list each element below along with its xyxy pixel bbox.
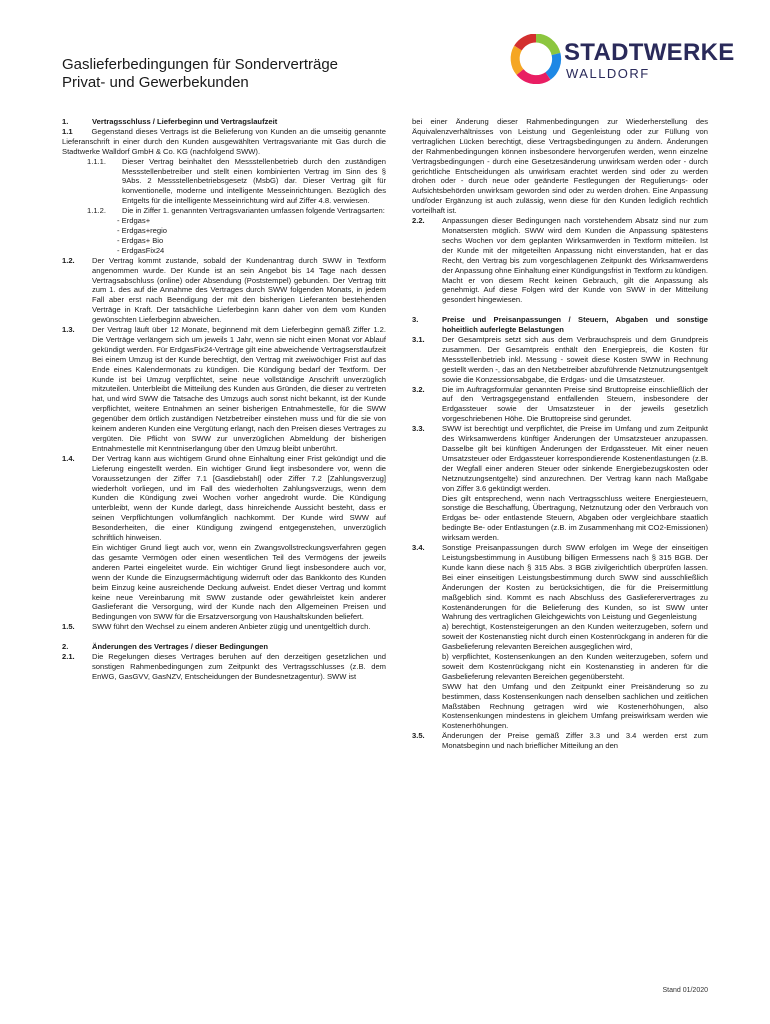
section-1-heading: 1. Vertragsschluss / Lieferbeginn und Vertragslaufzeit <box>62 117 278 126</box>
list-item: - ErdgasFix24 <box>117 245 165 255</box>
clause-1-1: 1.1 Gegenstand dieses Vertrags ist die Belieferung von Kunden an die umseitig genannte Lieferanschrift in einer durch den Kunden ausgewählten Vertragsvariante mit Gas durch die Stadtwerke Walldorf GmbH & Co. KG (nachfolgend SWW). <box>62 126 386 156</box>
company-logo <box>510 34 735 84</box>
clause-3-2: 3.2. Die im Auftragsformular genannten Preise sind Bruttopreise einschließlich der auf den Vertragsgegenstand entfallenden Steuern, insbesondere der Erdgassteuer sowie der Umsatzsteuer in der jeweils gesetzlich vorgeschriebenen Höhe. Die Bruttopreise sind gerundet. <box>412 384 708 424</box>
clause-2-1: 2.1. Die Regelungen dieses Vertrages beruhen auf den derzeitigen gesetzlichen und sonstigen Rahmenbedingungen zum Zeitpunkt des Vertragsschlusses (z.B. dem EnWG, GasGVV, GasNZV, Entscheidungen der Bundesnetzagentur). SWW ist <box>62 652 386 681</box>
clause-3-5: 3.5. Änderungen der Preise gemäß Ziffer 3.3 und 3.4 werden erst zum Monatsbeginn und nach brieflicher Mitteilung an den <box>412 731 708 751</box>
clause-1-1-2: 1.1.2. Die in Ziffer 1. genannten Vertragsvarianten umfassen folgende Vertragsarten: <box>87 206 385 216</box>
clause-1-3: 1.3. Der Vertrag läuft über 12 Monate, beginnend mit dem Lieferbeginn gemäß Ziffer 1.2. Die Verträge verlängern sich um jeweils 1 Jahr, wenn sie nicht einen Monat vor Ablauf gekündigt werden. Für ErdgasFix24-Verträge gilt eine abweichende Vertragserstlaufzeit Bei einem Umzug ist der Kunde berechtigt, den Vertrag mit zweiwöchiger Frist auf das Ende eines Kalendermonats zu kündigen. Die Kündigung bedarf der Textform. Der Kunde ist bei Umzug verpflichtet, seine neue vollständige Anschrift unverzüglich mitzuteilen. Unterbleibt die Mitteilung des Kunden aus Gründen, die dieser zu vertreten hat, und wird SWW die Tatsache des Umzugs auch sonst nicht bekannt, ist der Kunde verpflichtet, weitere Entnahmen an seiner bisherigen Entnahmestelle, für die SWW gegenüber dem örtlich zuständigen Netzbetreiber einstehen muss und für die sie von keinem anderen Kunden eine Vergütung erlangt, nach den Preisen dieses Vertrages zu vergüten. Die Pflicht von SWW zur unverzüglichen Abmeldung der bisherigen Entnahmestelle mit Kenntniserlangung über den Umzug bleibt unberührt. <box>62 325 386 453</box>
page-title <box>62 56 338 92</box>
clause-1-1-1: 1.1.1. Dieser Vertrag beinhaltet den Messstellenbetrieb durch den zuständigen Messstellenbetreiber und stellt einen kombinierten Vertrag im Sinn des § 9Abs. 2 Messstellenbetriebsgesetz (MsbG) dar. Dieser Vertrag gilt für konventionelle, moderne und intelligente Messeinrichtungen. Bezüglich des Entgelts für die intelligente Messeinrichtung wird auf Ziffer 4.8. verwiesen. <box>87 156 386 206</box>
variant-list <box>62 216 386 256</box>
title-line-2: Privat- und Gewerbekunden <box>62 74 249 91</box>
clause-2-1-continued: bei einer Änderung dieser Rahmenbedingungen zur Wiederherstellung des Äquivalenzverhältnisses von Leistung und Gegenleistung oder zur Füllung von vertraglichen Lücken berechtigt, diese Vertragsbedingungen zu ändern. Änderungen der Rahmenbedingungen können insbesondere hervorgerufen werden, wenn einzelne Vertragsbedingungen - durch eine Gesetzesänderung unwirksam werden oder - durch gerichtliche Entscheidungen als unwirksam erachtet werden sind oder zu werden drohen oder - durch neue oder geänderte Festlegungen der Regulierungs- oder Aufsichtsbehörden unwirksam geworden sind oder zu werden drohen. Eine Anpassung und/oder Ergänzung ist auch zulässig, wenn diese für den Kunden lediglich rechtlich vorteilhaft ist. <box>412 117 708 216</box>
list-item: - Erdgas+ Bio <box>117 235 164 245</box>
right-column <box>412 117 708 751</box>
logo-ring-icon <box>510 34 562 84</box>
logo-subname: WALLDORF <box>566 66 650 81</box>
clause-3-4: 3.4. Sonstige Preisanpassungen durch SWW erfolgen im Wege der einseitigen Leistungsbestimmung in Ausübung billigen Ermessens nach § 315 BGB. Der Kunde kann diese nach § 315 Abs. 3 BGB zivilgerichtlich überprüfen lassen. Bei einer einseitigen Leistungsbestimmung durch SWW sind ausschließlich Änderungen der Kosten zu berücksichtigen, die für die Preisermittlung maßgeblich sind. Kommt es nach Abschluss des Gaslieferervertrages zu Kostenänderungen für die Belieferung des Kunden, so ist SWW unter Wahrung des vertraglichen Gleichgewichts von Leistung und Gegenleistung a) berechtigt, Kostensteigerungen an den Kunden weiterzugeben, sofern und soweit der Kostenanstieg nicht durch einen Kostenrückgang in anderen für die Gasbelieferung relevanten Bereichen ausgeglichen wird, b) verpflichtet, Kostensenkungen an den Kunden weiterzugeben, sofern und soweit dem Kostenrückgang nicht ein Kostenanstieg in anderen für die Gasbelieferung relevanten Bereichen gegenübersteht. SWW hat den Umfang und den Zeitpunkt einer Preisänderung so zu bestimmen, dass Kostensenkungen nach denselben sachlichen und zeitlichen Maßstäben Rechnung getragen wird wie Kostenerhöhungen, also Kostensenkungen mindestens in gleichem Umfang preiswirksam werden wie Kostenerhöhungen. <box>412 543 708 731</box>
clause-2-2: 2.2. Anpassungen dieser Bedingungen nach vorstehendem Absatz sind nur zum Monatsersten möglich. SWW wird dem Kunden die Anpassung spätestens sechs Wochen vor dem geplanten Wirksamwerden in Textform mitteilen. Ist der Kunde mit der mitgeteilten Anpassung nicht einverstanden, hat er das Recht, den Vertrag bis zum vorgeschlagenen Zeitpunkt des Wirksamwerdens der Anpassung ohne Einhaltung einer Kündigungsfrist in Textform zu kündigen. Macht er von diesem Recht keinen Gebrauch, gilt die Anpassung als genehmigt. Auf diese Folgen wird der Kunde von SWW in der Mitteilung gesondert hingewiesen. <box>412 216 708 305</box>
document-version: Stand 01/2020 <box>662 987 708 994</box>
logo-name: STADTWERKE <box>564 39 735 66</box>
clause-1-4: 1.4. Der Vertrag kann aus wichtigem Grund ohne Einhaltung einer Frist gekündigt und die Lieferung eingestellt werden. Ein wichtiger Grund liegt insbesondere vor, wenn die Voraussetzungen der Ziffer 7.1 [Gasdiebstahl] oder Ziffer 7.2 [Zahlungsverzug] wiederholt vorliegen, und im Fall des wiederholten Zahlungsverzugs, wenn dem Kunden die Kündigung zwei Wochen vorher angedroht wurde. Die Kündigung unterbleibt, wenn der Kunde darlegt, dass hinreichende Aussicht besteht, dass er seinen Verpflichtungen vollumfänglich nachkommt. Der Kunde wird SWW auf Besonderheiten, die einer Kündigung zwingend entgegenstehen, unverzüglich schriftlich hinweisen. Ein wichtiger Grund liegt auch vor, wenn ein Zwangsvollstreckungsverfahren gegen das gesamte Vermögen oder einen wesentlichen Teil des Vermögens der jeweils anderen Partei eingeleitet wurde. Ein wichtiger Grund liegt insbesondere auch vor, wenn der Kunde die Einzugsermächtigung widerruft oder das Bankkonto des Kunden beim Einzug keine ausreichende Deckung aufweist. Endet dieser Vertrag und kommt keine neue Vereinbarung mit SWW zustande oder gewährleistet kein anderer Gaslieferant die Versorgung, wird der Kunde nach den Allgemeinen Preisen und Bedingungen von SWW für die Ersatzversorgung von Haushaltskunden beliefert. <box>62 453 386 622</box>
section-3-heading: 3. Preise und Preisanpassungen / Steuern, Abgaben und sonstige hoheitlich auferlegte Belastungen <box>412 315 708 335</box>
clause-3-1: 3.1. Der Gesamtpreis setzt sich aus dem Verbrauchspreis und dem Grundpreis zusammen. Der Gesamtpreis enthält den Energiepreis, die Kosten für Messstellenbetrieb inkl. Messung - soweit diese Kosten SWW in Rechnung gestellt werden -, das an den Netzbetreiber abzuführende Netznutzungsentgelt sowie die Konzessionsabgabe, die Erdgas- und die Umsatzsteuer. <box>412 335 708 384</box>
clause-1-2: 1.2. Der Vertrag kommt zustande, sobald der Kundenantrag durch SWW in Textform angenommen wurde. Der Kunde ist an sein Angebot bis 14 Tage nach dessen Vertragsabschluss (online) oder Absendung (Poststempel) gebunden. Der Vertrag tritt zum 1. des auf die Annahme des Vertrages durch SWW folgenden Monats, in jedem Fall aber erst nach Beendigung der mit den bisherigen Lieferanten bestehenden Verträge in Kraft. Der tatsächliche Lieferbeginn kann daher von dem vom Kunden gewünschten Lieferbeginn abweichen. <box>62 255 386 325</box>
list-item: - Erdgas+ <box>117 216 151 226</box>
list-item: - Erdgas+regio <box>117 225 168 235</box>
clause-3-3: 3.3. SWW ist berechtigt und verpflichtet, die Preise im Umfang und zum Zeitpunkt des Wirksamwerdens künftiger Änderungen der Umsatzsteuer anzupassen. Dasselbe gilt bei künftigen Änderungen der Erdgassteuer. Mit einer neuen Umsatzsteuer oder Erdgassteuer korrespondierende Kostenentlastungen (z.B. der Wegfall einer anderen Steuer oder sinkende Energiebezugskosten oder Netznutzungsentgelte) sind anzurechnen. Der Vertrag kann nach Maßgabe von Ziffer 3.6 gekündigt werden. Dies gilt entsprechend, wenn nach Vertragsschluss weitere Energiesteuern, sonstige die Beschaffung, Übertragung, Netznutzung oder den Verbrauch von Erdgas be- oder entlastende Steuern, Abgaben oder vergleichbare staatlich bedingte Be- oder Entlastungen (z.B. im Zusammenhang mit CO2-Emissionen) wirksam werden. <box>412 424 708 543</box>
title-line-1: Gaslieferbedingungen für Sonderverträge <box>62 56 339 73</box>
section-2-heading: 2. Änderungen des Vertrages / dieser Bedingungen <box>62 642 268 652</box>
left-column <box>62 117 386 682</box>
clause-1-5: 1.5. SWW führt den Wechsel zu einem anderen Anbieter zügig und unentgeltlich durch. <box>62 622 371 632</box>
